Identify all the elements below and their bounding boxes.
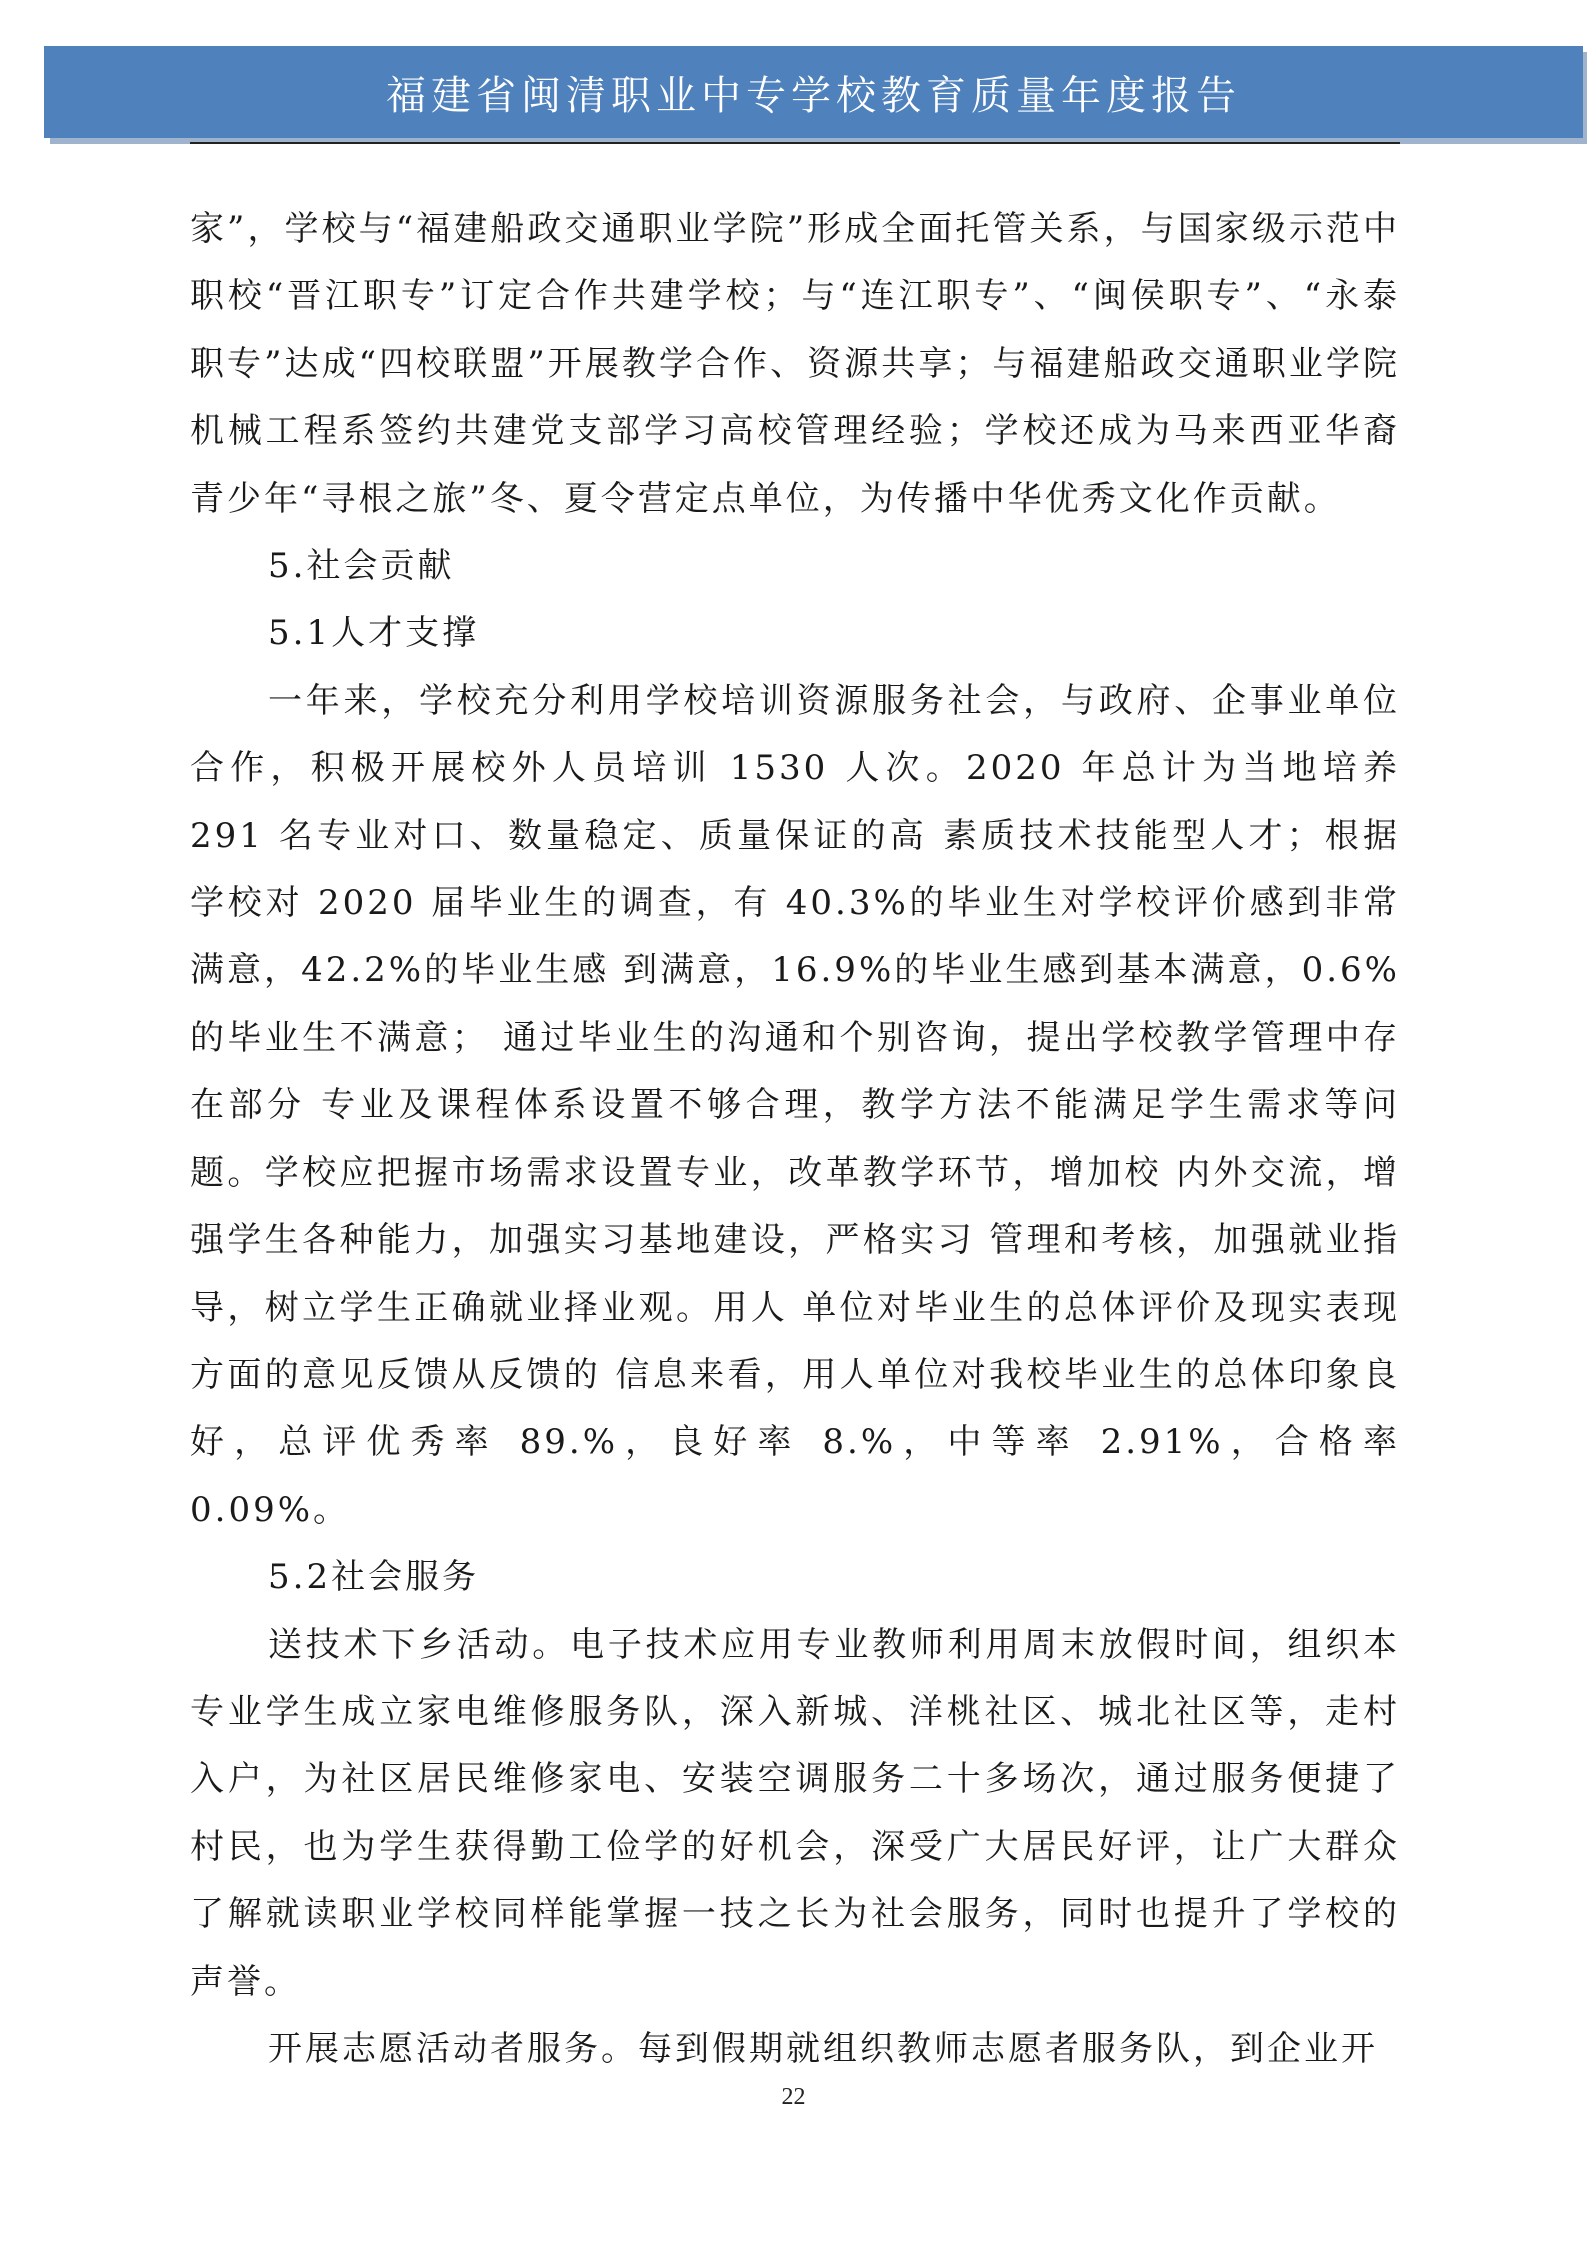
header-banner — [44, 46, 1583, 138]
section-heading-5-2: 5.2社会服务 — [268, 1557, 480, 1598]
page-number: 22 — [781, 2084, 806, 2110]
page-body — [190, 196, 1400, 2083]
paragraph-tech-to-countryside: 送技术下乡活动。电子技术应用专业教师利用周末放假时间，组织本专业学生成立家电维修服务队，深入新城、洋桃社区、城北社区等，走村入户，为社区居民维修家电、安装空调服务二十多场次，通过服务便捷了村民，也为学生获得勤工俭学的好机会，深受广大居民好评，让广大群众了解就读职业学校同样能掌握一技之长为社会服务，同时也提升了学校的声誉。 — [190, 1624, 1400, 2002]
section-heading-5: 5.社会贡献 — [268, 546, 455, 587]
paragraph-volunteer-service: 开展志愿活动者服务。每到假期就组织教师志愿者服务队，到企业开 — [268, 2028, 1378, 2069]
report-title: 福建省闽清职业中专学校教育质量年度报告 — [386, 72, 1241, 119]
paragraph-continued: 家”，学校与“福建船政交通职业学院”形成全面托管关系，与国家级示范中职校“晋江职专”订定合作共建学校；与“连江职专”、“闽侯职专”、“永泰职专”达成“四校联盟”开展教学合作、资源共享；与福建船政交通职业学院机械工程系签约共建党支部学习高校管理经验；学校还成为马来西亚华裔青少年“寻根之旅”冬、夏令营定点单位，为传播中华优秀文化作贡献。 — [190, 209, 1400, 519]
section-heading-5-1: 5.1人才支撑 — [268, 613, 480, 654]
paragraph-talent-support: 一年来，学校充分利用学校培训资源服务社会，与政府、企事业单位合作，积极开展校外人员培训 1530 人次。2020 年总计为当地培养 291 名专业对口、数量稳定、质量保证的高 素质技术技能型人才；根据学校对 2020 届毕业生的调查，有 40.3%的毕业生对学校评价感到非常满意，42.2%的毕业生感 到满意，16.9%的毕业生感到基本满意，0.6%的毕业生不满意； 通过毕业生的沟通和个别咨询，提出学校教学管理中存在部分 专业及课程体系设置不够合理，教学方法不能满足学生需求等问题。学校应把握市场需求设置专业，改革教学环节，增加校 内外交流，增强学生各种能力，加强实习基地建设，严格实习 管理和考核，加强就业指导，树立学生正确就业择业观。用人 单位对毕业生的总体评价及现实表现方面的意见反馈从反馈的 信息来看，用人单位对我校毕业生的总体印象良好，总评优秀率 89.%，良好率 8.%，中等率 2.91%，合格率 0.09%。 — [190, 680, 1400, 1530]
header-divider — [190, 142, 1400, 144]
